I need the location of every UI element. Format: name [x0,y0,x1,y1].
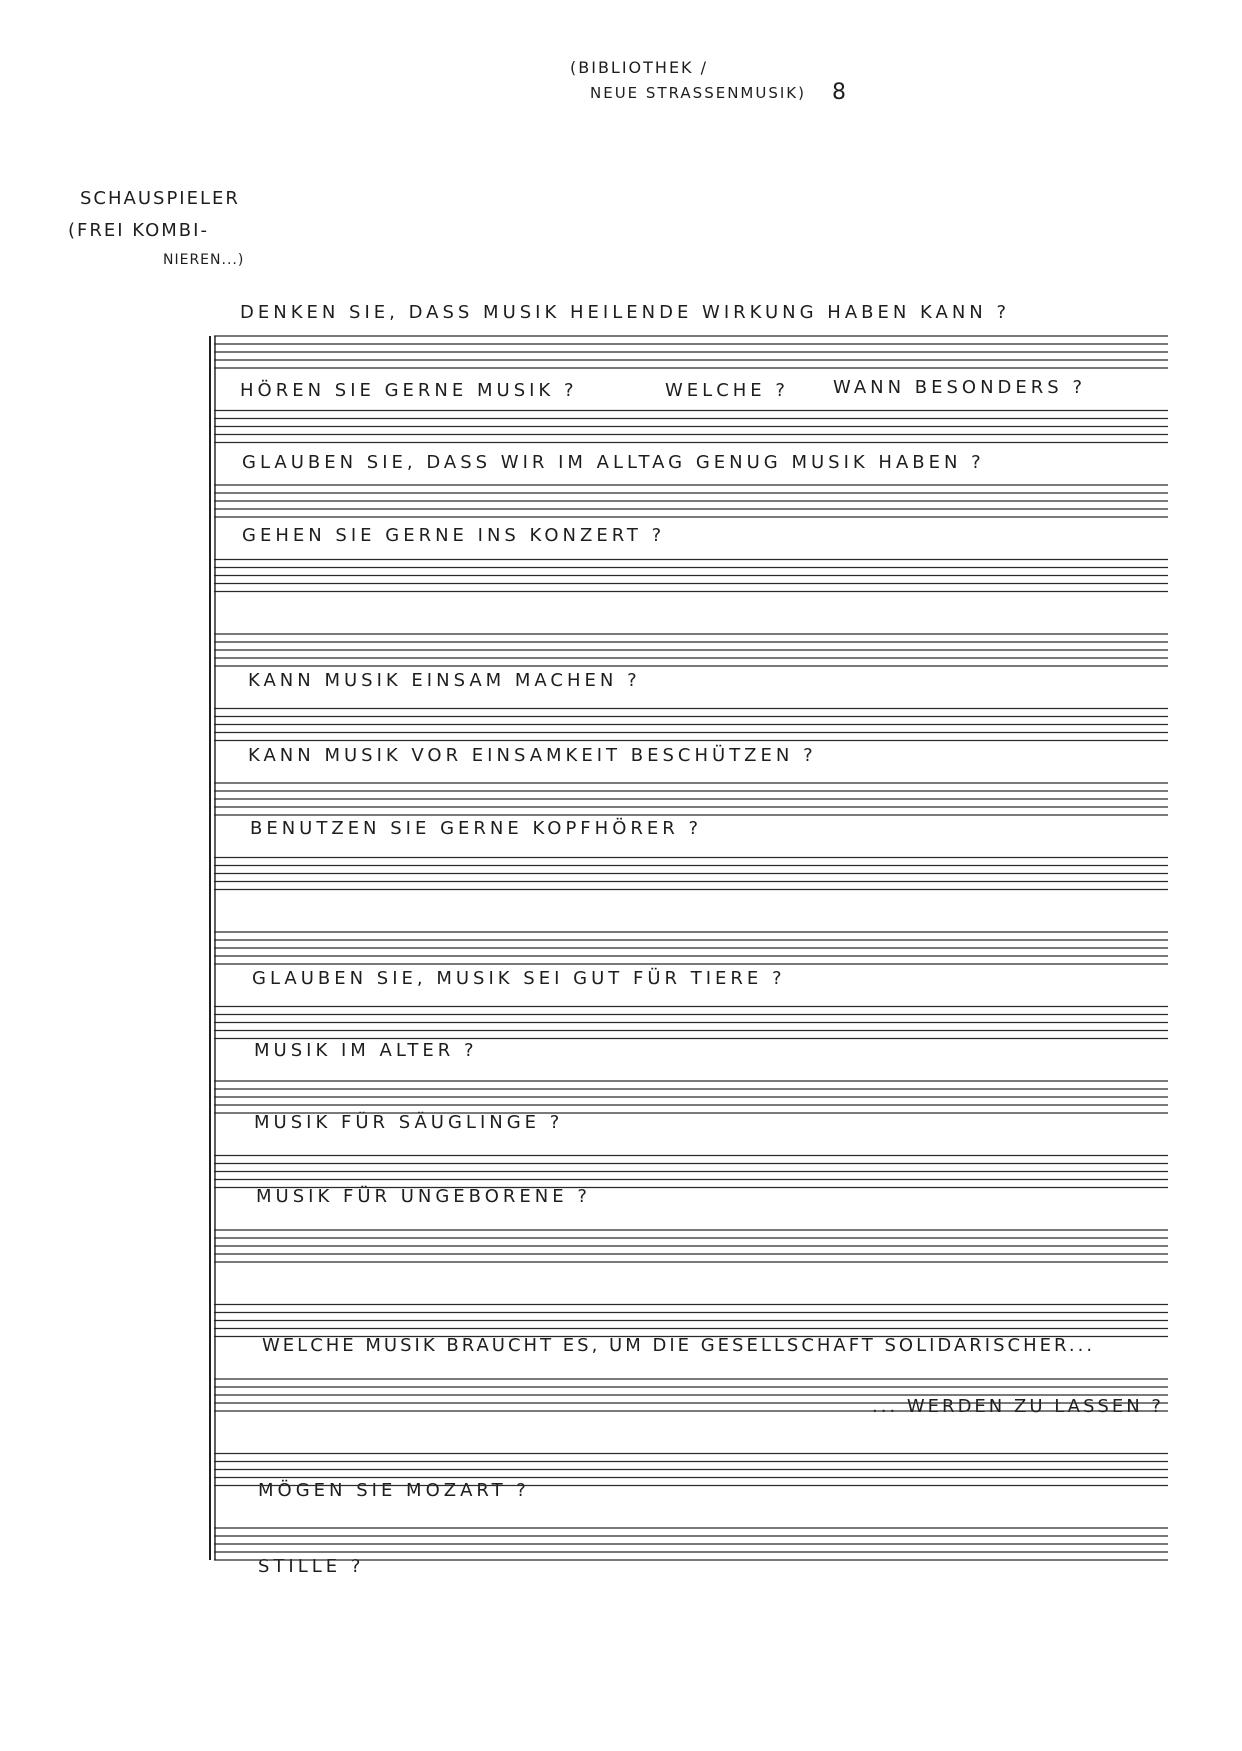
question-hoeren-musik: HÖREN SIE GERNE MUSIK ? [240,380,578,401]
header-line-2: NEUE STRASSENMUSIK) [590,84,806,102]
header-line-1: (BIBLIOTHEK / [570,58,709,77]
staff-lines [208,330,1174,1620]
question-solidarisch: WELCHE MUSIK BRAUCHT ES, UM DIE GESELLSCHAFT SOLIDARISCHER... [262,1335,1096,1356]
question-kopfhoerer: BENUTZEN SIE GERNE KOPFHÖRER ? [250,818,703,839]
speaker-note-line-1: SCHAUSPIELER [80,188,240,209]
question-alter: MUSIK IM ALTER ? [254,1040,478,1061]
question-saeuglinge: MUSIK FÜR SÄUGLINGE ? [254,1112,564,1133]
speaker-note-line-3: NIEREN...) [163,252,245,268]
question-tiere: GLAUBEN SIE, MUSIK SEI GUT FÜR TIERE ? [252,968,786,989]
page-number: 8 [832,80,846,105]
speaker-note-line-2: (FREI KOMBI- [68,220,209,241]
question-heilende-wirkung: DENKEN SIE, DASS MUSIK HEILENDE WIRKUNG HABEN KANN ? [240,302,1011,323]
question-mozart: MÖGEN SIE MOZART ? [258,1480,530,1501]
question-alltag: GLAUBEN SIE, DASS WIR IM ALLTAG GENUG MUSIK HABEN ? [242,452,985,473]
question-welche: WELCHE ? [665,380,789,401]
question-werden-zu-lassen: ... WERDEN ZU LASSEN ? [872,1396,1164,1417]
question-stille: STILLE ? [258,1556,365,1577]
page-header [570,58,870,118]
speaker-note [68,188,298,288]
question-konzert: GEHEN SIE GERNE INS KONZERT ? [242,525,666,546]
question-einsam-machen: KANN MUSIK EINSAM MACHEN ? [248,670,641,691]
staff-paper [208,330,1174,1620]
question-ungeborene: MUSIK FÜR UNGEBORENE ? [256,1186,591,1207]
question-wann-besonders: WANN BESONDERS ? [833,377,1086,398]
question-einsamkeit: KANN MUSIK VOR EINSAMKEIT BESCHÜTZEN ? [248,745,817,766]
